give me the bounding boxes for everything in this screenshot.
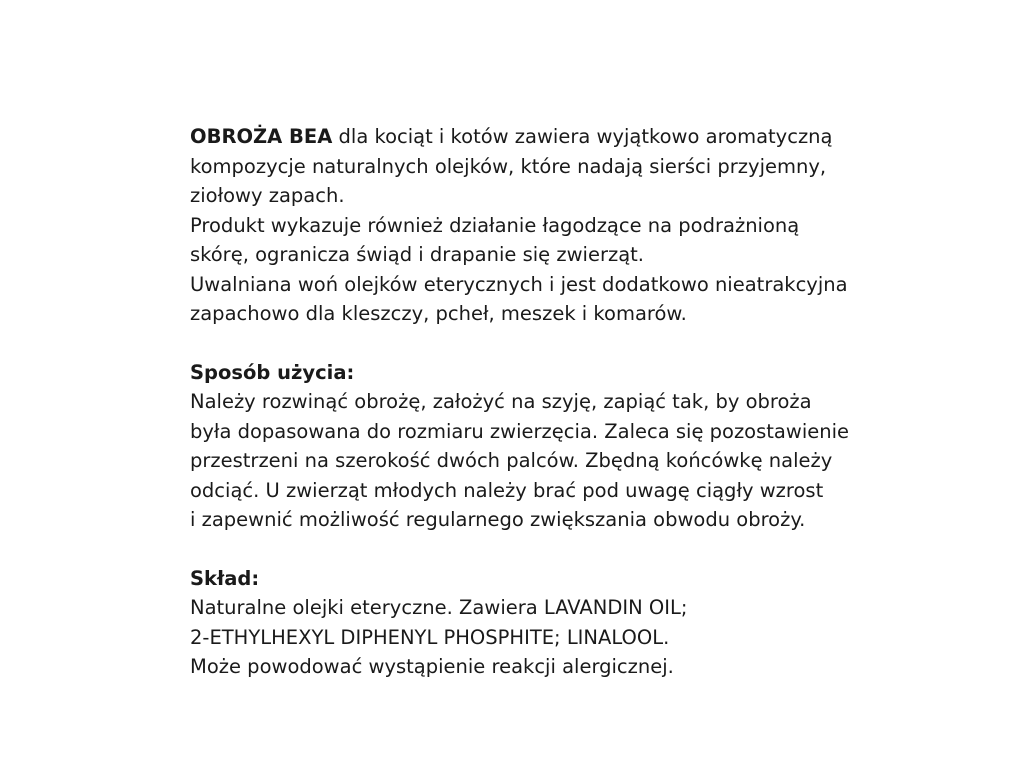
brand-name: OBROŻA BEA [190, 125, 333, 148]
composition-line-2: 2-ETHYLHEXYL DIPHENYL PHOSPHITE; LINALOOL. [190, 625, 670, 649]
usage-line-4: odciąć. U zwierząt młodych należy brać pod uwagę ciągły wzrost [190, 478, 824, 502]
intro-line-2: kompozycje naturalnych olejków, które nadają sierści przyjemny, [190, 154, 827, 178]
composition-line-1: Naturalne olejki eteryczne. Zawiera LAVANDIN OIL; [190, 596, 688, 619]
intro-line-1 [190, 122, 870, 152]
usage-line-2: była dopasowana do rozmiaru zwierzęcia. Zaleca się pozostawienie [190, 419, 850, 443]
usage-line-5: i zapewnić możliwość regularnego zwiększania obwodu obroży. [190, 508, 806, 531]
intro-line-1-text: dla kociąt i kotów zawiera wyjątkowo aromatyczną [332, 125, 833, 148]
composition-heading: Skład: [190, 566, 260, 590]
product-leaflet [190, 122, 870, 682]
usage-section [190, 358, 870, 535]
intro-line-4: Produkt wykazuje również działanie łagodzące na podrażnioną [190, 213, 800, 237]
intro-line-6: Uwalniana woń olejków eterycznych i jest dodatkowo nieatrakcyjna [190, 272, 848, 296]
intro-section [190, 122, 870, 329]
composition-section [190, 564, 870, 682]
intro-line-7: zapachowo dla kleszczy, pcheł, meszek i komarów. [190, 302, 687, 325]
section-spacer [190, 329, 870, 358]
section-spacer [190, 535, 870, 564]
usage-line-1: Należy rozwinąć obrożę, założyć na szyję, zapiąć tak, by obroża [190, 390, 812, 413]
intro-line-5: skórę, ogranicza świąd i drapanie się zwierząt. [190, 243, 644, 266]
usage-heading: Sposób użycia: [190, 360, 355, 384]
composition-line-3: Może powodować wystąpienie reakcji alergicznej. [190, 655, 674, 678]
intro-line-3: ziołowy zapach. [190, 184, 345, 207]
usage-line-3: przestrzeni na szerokość dwóch palców. Zbędną końcówkę należy [190, 449, 833, 472]
